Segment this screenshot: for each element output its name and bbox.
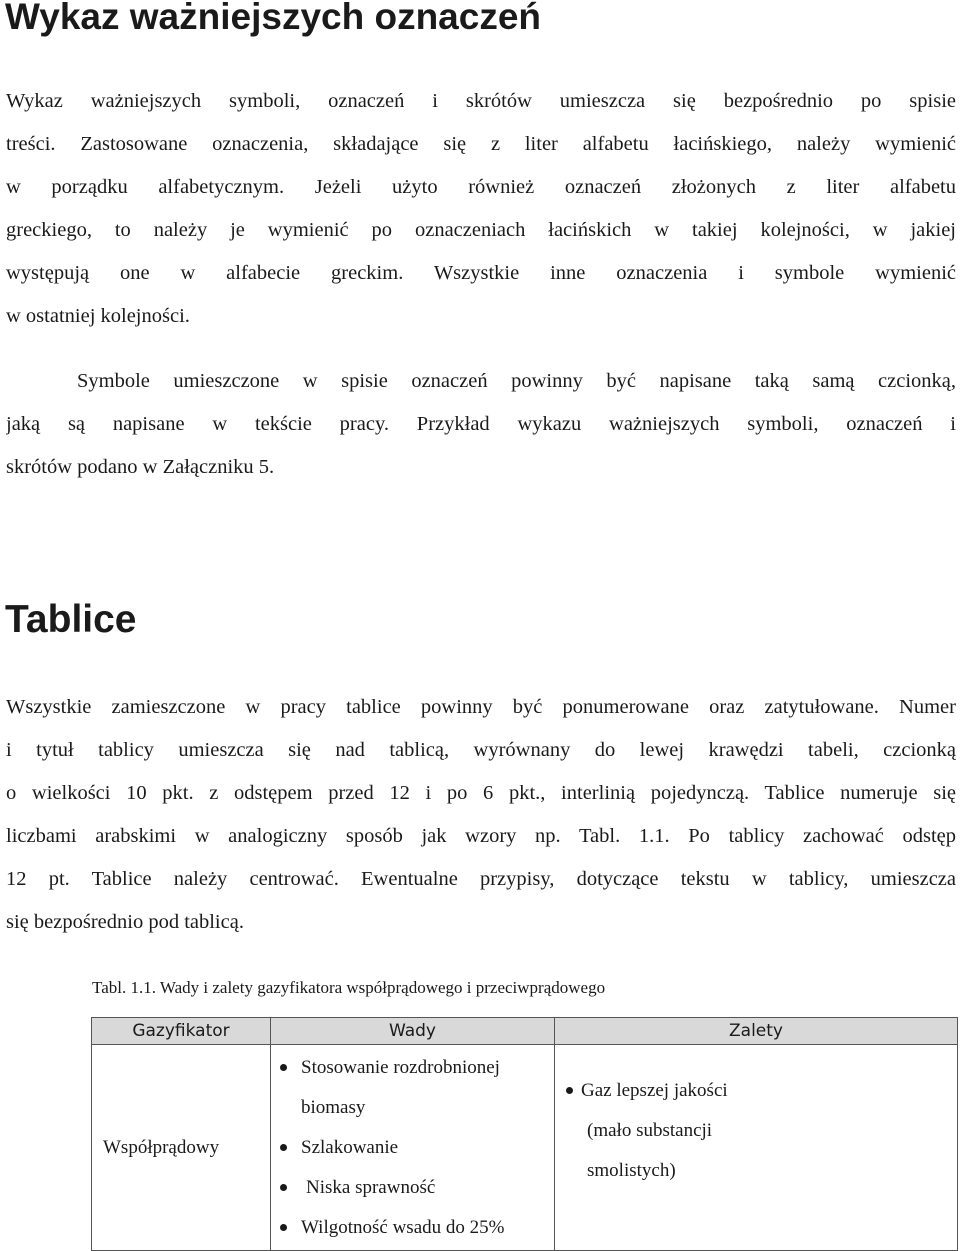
bullet-icon: [280, 1184, 287, 1191]
text-line: o wielkości 10 pkt. z odstępem przed 12 i po 6 pkt., interlinią pojedynczą. Tablice numeruje się: [6, 782, 956, 804]
list-item: [271, 1128, 554, 1168]
list-item: [555, 1071, 957, 1111]
text-line: greckiego, to należy je wymienić po oznaczeniach łacińskich w takiej kolejności, w jakiej: [6, 219, 956, 241]
cell-gazyfikator: Współprądowy: [92, 1045, 271, 1251]
list-item-continuation: [555, 1111, 957, 1151]
zalety-list: [555, 1071, 957, 1191]
list-item-text: Wilgotność wsadu do 25%: [301, 1216, 505, 1238]
text-line: jaką są napisane w tekście pracy. Przykład wykazu ważniejszych symboli, oznaczeń i: [6, 413, 956, 435]
table-caption: Tabl. 1.1. Wady i zalety gazyfikatora współprądowego i przeciwprądowego: [92, 978, 606, 997]
list-item: [271, 1208, 554, 1248]
list-item-text: Stosowanie rozdrobnionej: [301, 1056, 500, 1078]
list-item-text: biomasy: [301, 1096, 366, 1118]
table-row: [92, 1045, 958, 1251]
column-header-gazyfikator: Gazyfikator: [92, 1018, 271, 1045]
paragraph-wykaz-intro: [6, 80, 956, 338]
list-item-text: Gaz lepszej jakości: [581, 1079, 728, 1101]
list-item-continuation: [271, 1088, 554, 1128]
heading-tablice: Tablice: [5, 598, 137, 641]
text-line: skrótów podano w Załączniku 5.: [6, 456, 275, 478]
table-header-row: [92, 1018, 958, 1045]
text-line: i tytuł tablicy umieszcza się nad tablicą, wyrównany do lewej krawędzi tabeli, czcionką: [6, 739, 956, 761]
text-line: się bezpośrednio pod tablicą.: [6, 911, 244, 933]
bullet-icon: [280, 1144, 287, 1151]
bullet-icon: [280, 1224, 287, 1231]
list-item-text: (mało substancji: [587, 1119, 713, 1141]
wady-list: [271, 1048, 554, 1248]
bullet-icon: [280, 1064, 287, 1071]
heading-wykaz-oznaczen: Wykaz ważniejszych oznaczeń: [5, 0, 542, 37]
text-line: 12 pt. Tablice należy centrować. Ewentualne przypisy, dotyczące tekstu w tablicy, umieszcza: [6, 868, 956, 890]
text-line: występują one w alfabecie greckim. Wszystkie inne oznaczenia i symbole wymienić: [6, 262, 956, 284]
list-item: [271, 1048, 554, 1088]
list-item: [271, 1168, 554, 1208]
cell-wady: [271, 1045, 555, 1251]
text-line: w porządku alfabetycznym. Jeżeli użyto również oznaczeń złożonych z liter alfabetu: [6, 176, 956, 198]
bullet-icon: [566, 1087, 573, 1094]
text-line: liczbami arabskimi w analogiczny sposób jak wzory np. Tabl. 1.1. Po tablicy zachować odstęp: [6, 825, 956, 847]
text-line: Wszystkie zamieszczone w pracy tablice powinny być ponumerowane oraz zatytułowane. Numer: [6, 696, 956, 718]
list-item-text: Szlakowanie: [301, 1136, 399, 1158]
column-header-wady: Wady: [271, 1018, 555, 1045]
list-item-text: Niska sprawność: [306, 1176, 436, 1198]
text-line: Symbole umieszczone w spisie oznaczeń powinny być napisane taką samą czcionką,: [77, 370, 956, 392]
text-line: w ostatniej kolejności.: [6, 305, 190, 327]
paragraph-symbole: [6, 360, 956, 489]
text-line: Wykaz ważniejszych symboli, oznaczeń i skrótów umieszcza się bezpośrednio po spisie: [6, 90, 956, 112]
text-line: treści. Zastosowane oznaczenia, składające się z liter alfabetu łacińskiego, należy wymienić: [6, 133, 956, 155]
cell-zalety: [555, 1045, 958, 1251]
column-header-zalety: Zalety: [555, 1018, 958, 1045]
paragraph-tablice: [6, 686, 956, 944]
gasifier-table: [91, 1017, 958, 1251]
list-item-text: smolistych): [587, 1159, 676, 1181]
list-item-continuation: [555, 1151, 957, 1191]
